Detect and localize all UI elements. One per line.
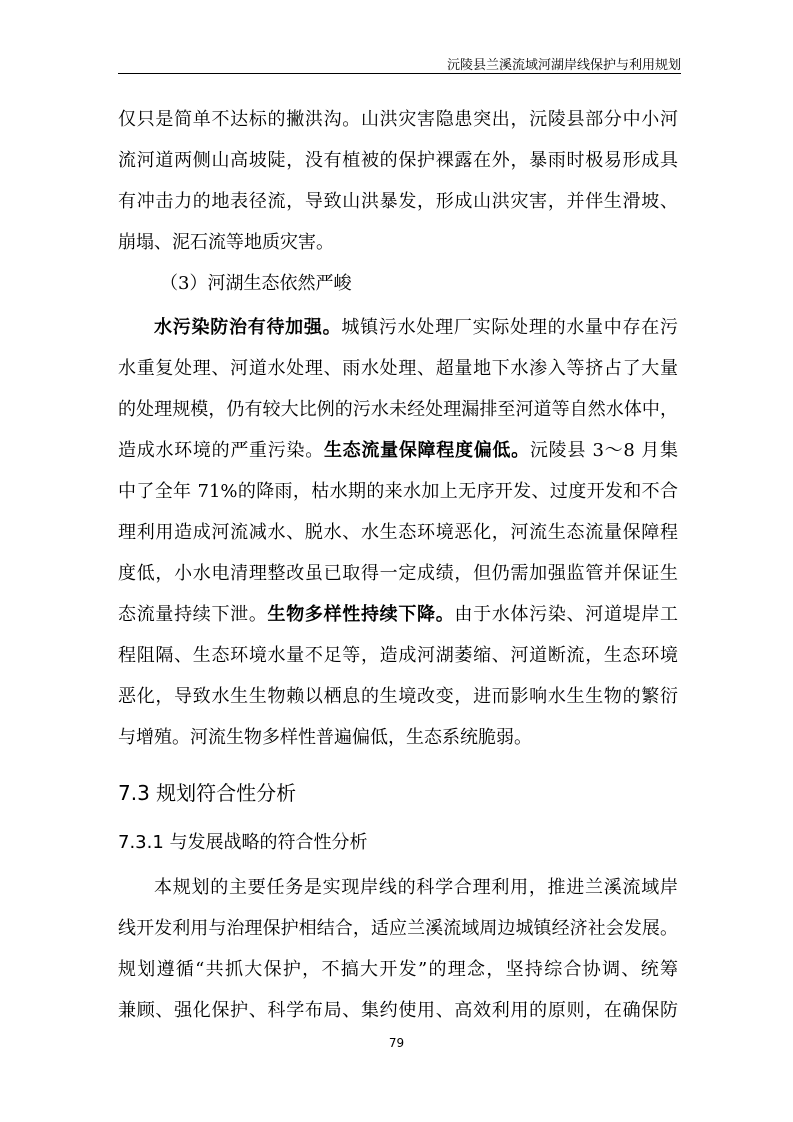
running-header: 沅陵县兰溪流域河湖岸线保护与利用规划	[446, 58, 681, 73]
paragraph-line: 恶化，导致水生生物赖以栖息的生境改变，进而影响水生生物的繁衍	[118, 686, 678, 707]
paragraph-line: 中了全年 71%的降雨，枯水期的来水加上无序开发、过度开发和不合	[118, 481, 678, 502]
paragraph-line: 程阻隔、生态环境水量不足等，造成河湖萎缩、河道断流，生态环境	[118, 645, 678, 666]
paragraph-line: 理利用造成河流减水、脱水、水生态环境恶化，河流生态流量保障程	[118, 522, 678, 543]
paragraph-line: 与增殖。河流生物多样性普遍偏低，生态系统脆弱。	[118, 727, 532, 748]
emphasis-text: 生物多样性持续下降。	[267, 604, 455, 625]
paragraph-line	[154, 316, 678, 340]
paragraph-line: 规划遵循“共抓大保护，不搞大开发”的理念，坚持综合协调、统筹	[118, 959, 678, 980]
emphasis-text: 生态流量保障程度偏低。	[323, 440, 530, 461]
paragraph-text: 沅陵县 3～8 月集	[529, 440, 678, 461]
paragraph-line: 仅只是简单不达标的撇洪沟。山洪灾害隐患突出，沅陵县部分中小河	[118, 109, 678, 130]
page-number: 79	[388, 1036, 405, 1050]
paragraph-line	[118, 603, 678, 627]
paragraph-line: 有冲击力的地表径流，导致山洪暴发，形成山洪灾害，并伴生滑坡、	[118, 191, 678, 212]
paragraph-line: 本规划的主要任务是实现岸线的科学合理利用，推进兰溪流域岸	[154, 877, 678, 898]
paragraph-line: 流河道两侧山高坡陡，没有植被的保护裸露在外，暴雨时极易形成具	[118, 150, 678, 171]
subsection-heading: 7.3.1 与发展战略的符合性分析	[118, 832, 368, 853]
paragraph-line: 兼顾、强化保护、科学布局、集约使用、高效利用的原则，在确保防	[118, 1000, 678, 1021]
header-rule	[118, 73, 681, 74]
paragraph-line: 水重复处理、河道水处理、雨水处理、超量地下水渗入等挤占了大量	[118, 358, 678, 379]
section-heading: 7.3 规划符合性分析	[118, 781, 297, 805]
emphasis-text: 水污染防治有待加强。	[154, 317, 342, 338]
paragraph-line	[118, 439, 678, 463]
paragraph-text: 由于水体污染、河道堤岸工	[454, 604, 679, 625]
paragraph-text: 城镇污水处理厂实际处理的水量中存在污	[341, 317, 679, 338]
paragraph-line: 度低，小水电清理整改虽已取得一定成绩，但仍需加强监管并保证生	[118, 563, 678, 584]
list-item-heading: （3）河湖生态依然严峻	[160, 273, 352, 294]
paragraph-line: 崩塌、泥石流等地质灾害。	[118, 232, 334, 253]
paragraph-text: 态流量持续下泄。	[118, 604, 268, 625]
paragraph-line: 线开发利用与治理保护相结合，适应兰溪流域周边城镇经济社会发展。	[118, 918, 678, 939]
paragraph-line: 的处理规模，仍有较大比例的污水未经处理漏排至河道等自然水体中，	[118, 399, 678, 420]
paragraph-text: 造成水环境的严重污染。	[118, 440, 324, 461]
